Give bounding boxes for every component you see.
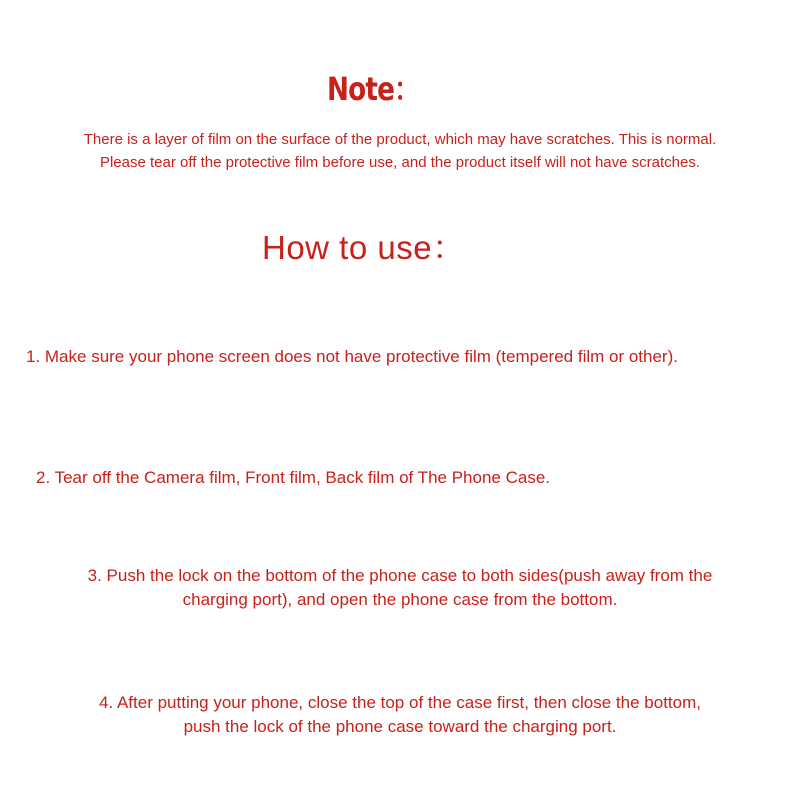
step-3-line: 3. Push the lock on the bottom of the phone case to both sides(push away from the	[87, 566, 713, 585]
step-4-line: push the lock of the phone case toward the charging port.	[183, 717, 617, 736]
step-3	[0, 564, 800, 612]
step-2-line: 2. Tear off the Camera film, Front film, Back film of The Phone Case.	[36, 468, 550, 487]
note-line: Please tear off the protective film before use, and the product itself will not have scratches.	[99, 154, 701, 171]
step-2	[36, 466, 550, 490]
step-1	[26, 345, 678, 369]
note-body	[0, 128, 800, 174]
step-4-line: 4. After putting your phone, close the top of the case first, then close the bottom,	[99, 693, 701, 712]
step-1-line: 1. Make sure your phone screen does not have protective film (tempered film or other).	[26, 347, 678, 366]
step-4	[0, 691, 800, 739]
note-title: Note：	[327, 70, 420, 108]
how-to-use-title: How to use：	[262, 229, 466, 266]
note-line: There is a layer of film on the surface of the product, which may have scratches. This is normal.	[83, 131, 717, 148]
step-3-line: charging port), and open the phone case from the bottom.	[182, 590, 618, 609]
